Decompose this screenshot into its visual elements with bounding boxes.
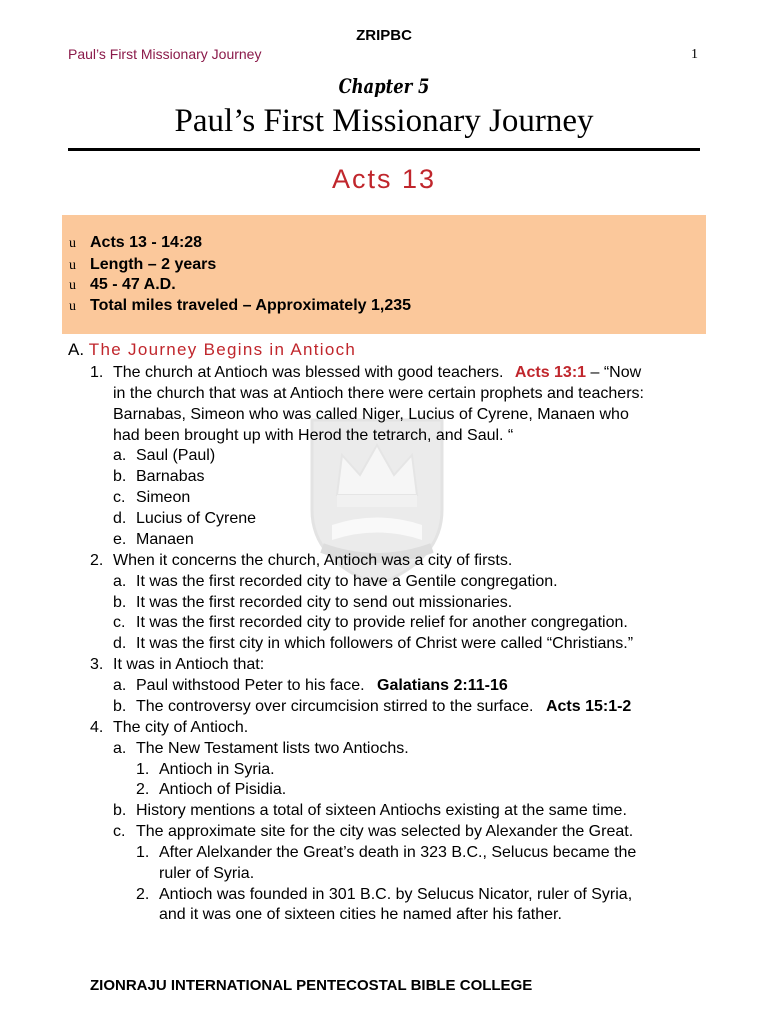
scripture-reference: Acts 15:1-2 (545, 698, 632, 715)
summary-text: Length – 2 years (90, 256, 217, 273)
list-marker: a. (113, 573, 127, 590)
list-item: Antioch was founded in 301 B.C. by Selucus Nicator, ruler of Syria, (159, 886, 633, 903)
list-marker: c. (113, 614, 126, 631)
bullet-icon: u (69, 299, 76, 314)
list-marker: 2. (90, 552, 104, 569)
list-item: The city of Antioch. (113, 719, 249, 736)
list-marker: c. (113, 823, 126, 840)
item-text: The church at Antioch was blessed with good teachers. (113, 364, 504, 381)
quote-line: in the church that was at Antioch there were certain prophets and teachers: (113, 385, 644, 402)
list-marker: 1. (136, 761, 150, 778)
list-item: It was the first recorded city to send out missionaries. (136, 594, 513, 611)
list-item: Saul (Paul) (136, 447, 216, 464)
list-marker: 3. (90, 656, 104, 673)
list-marker: 1. (136, 844, 150, 861)
list-item: Barnabas (136, 468, 205, 485)
section-title: The Journey Begins in Antioch (88, 340, 357, 359)
section-letter: A. (68, 340, 85, 359)
summary-box (62, 215, 706, 334)
list-item: Lucius of Cyrene (136, 510, 257, 527)
list-marker: 4. (90, 719, 104, 736)
header-org: ZRIPBC (356, 27, 412, 44)
page-title: Paul’s First Missionary Journey (174, 103, 594, 139)
list-item: Antioch in Syria. (159, 761, 275, 778)
list-item: It was the first city in which followers of Christ were called “Christians.” (136, 635, 634, 652)
list-marker: a. (113, 677, 127, 694)
list-marker: b. (113, 468, 127, 485)
scripture-heading: Acts 13 (331, 164, 437, 194)
scripture-reference: Acts 13:1 (514, 364, 587, 381)
title-rule (68, 148, 700, 151)
page-footer: ZIONRAJU INTERNATIONAL PENTECOSTAL BIBLE COLLEGE (90, 977, 533, 994)
list-item: It was the first recorded city to provide relief for another congregation. (136, 614, 628, 631)
list-item: Simeon (136, 489, 191, 506)
list-item: When it concerns the church, Antioch was a city of firsts. (113, 552, 513, 569)
bullet-icon: u (69, 278, 76, 293)
quote-line: had been brought up with Herod the tetrarch, and Saul. “ (113, 427, 514, 444)
list-marker: b. (113, 698, 127, 715)
list-item (136, 676, 508, 696)
running-title: Paul’s First Missionary Journey (68, 46, 262, 62)
list-item: Antioch of Pisidia. (159, 781, 287, 798)
list-item-continuation: ruler of Syria. (159, 865, 255, 882)
list-item: History mentions a total of sixteen Antiochs existing at the same time. (136, 802, 627, 819)
scripture-reference: Galatians 2:11-16 (377, 677, 508, 694)
list-item (136, 697, 631, 717)
list-item: It was in Antioch that: (113, 656, 265, 673)
summary-text: Acts 13 - 14:28 (90, 234, 203, 251)
quote-line: Barnabas, Simeon who was called Niger, Lucius of Cyrene, Manaen who (113, 406, 629, 423)
list-marker: d. (113, 510, 127, 527)
list-marker: 2. (136, 781, 150, 798)
bullet-icon: u (69, 236, 76, 251)
list-item: After Alelxander the Great’s death in 323 B.C., Selucus became the (159, 844, 637, 861)
list-item: It was the first recorded city to have a Gentile congregation. (136, 573, 558, 590)
list-item (113, 363, 641, 383)
item-text: The controversy over circumcision stirred to the surface. (136, 698, 534, 715)
list-marker: 1. (90, 364, 104, 381)
list-item: The New Testament lists two Antiochs. (136, 740, 409, 757)
page-number: 1 (691, 47, 698, 62)
bullet-icon: u (69, 258, 76, 273)
list-marker: b. (113, 802, 127, 819)
list-item: The approximate site for the city was selected by Alexander the Great. (136, 823, 634, 840)
summary-text: Total miles traveled – Approximately 1,235 (90, 297, 412, 314)
chapter-label: Chapter 5 (338, 74, 430, 98)
list-marker: b. (113, 594, 127, 611)
list-marker: a. (113, 447, 127, 464)
list-item: Manaen (136, 531, 194, 548)
list-marker: 2. (136, 886, 150, 903)
list-marker: c. (113, 489, 126, 506)
summary-text: 45 - 47 A.D. (90, 276, 176, 293)
list-marker: a. (113, 740, 127, 757)
list-marker: e. (113, 531, 127, 548)
section-heading (68, 340, 356, 360)
item-text: Paul withstood Peter to his face. (136, 677, 365, 694)
quote-text: – “Now (586, 364, 642, 381)
list-item-continuation: and it was one of sixteen cities he named after his father. (159, 906, 562, 923)
list-marker: d. (113, 635, 127, 652)
